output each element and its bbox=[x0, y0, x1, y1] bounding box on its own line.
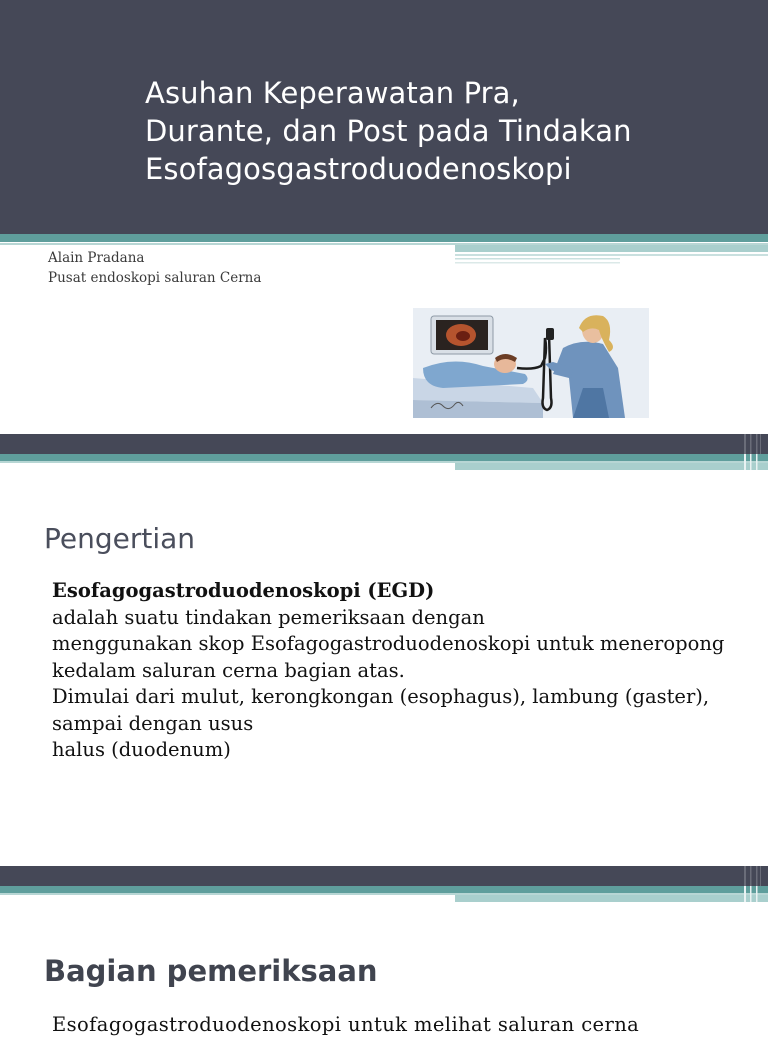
presentation-subtitle bbox=[48, 248, 261, 288]
organization-name: Pusat endoskopi saluran Cerna bbox=[48, 270, 262, 286]
definition-slide bbox=[0, 434, 768, 866]
slide-heading: Pengertian bbox=[44, 522, 196, 555]
slide-heading: Bagian pemeriksaan bbox=[44, 954, 378, 988]
title-line: Durante, dan Post pada Tindakan bbox=[145, 114, 632, 148]
text-line: menggunakan skop Esofagogastroduodenoskopi untuk meneropong bbox=[52, 632, 725, 655]
presentation-title bbox=[145, 74, 705, 188]
examination-slide bbox=[0, 866, 768, 1036]
term-label: Esofagogastroduodenoskopi (EGD) bbox=[52, 579, 435, 602]
topbar-stripes bbox=[0, 866, 768, 904]
text-line: kedalam saluran cerna bagian atas. bbox=[52, 658, 405, 682]
title-line: Asuhan Keperawatan Pra, bbox=[145, 76, 520, 110]
text-line: sampai dengan usus bbox=[52, 711, 254, 735]
text-line: halus (duodenum) bbox=[52, 738, 231, 761]
endoscopy-illustration bbox=[413, 308, 649, 418]
text-line: adalah suatu tindakan pemeriksaan dengan bbox=[52, 605, 485, 629]
title-line: Esofagosgastroduodenoskopi bbox=[145, 152, 572, 186]
text-line: Dimulai dari mulut, kerongkongan (esophagus), lambung (gaster), bbox=[52, 685, 710, 708]
topbar-stripes bbox=[0, 434, 768, 472]
title-slide bbox=[0, 0, 768, 432]
author-name: Alain Pradana bbox=[48, 250, 145, 266]
examination-text bbox=[52, 1012, 742, 1039]
definition-text bbox=[52, 578, 742, 764]
text-line: Esofagogastroduodenoskopi untuk melihat saluran cerna bbox=[52, 1013, 640, 1036]
